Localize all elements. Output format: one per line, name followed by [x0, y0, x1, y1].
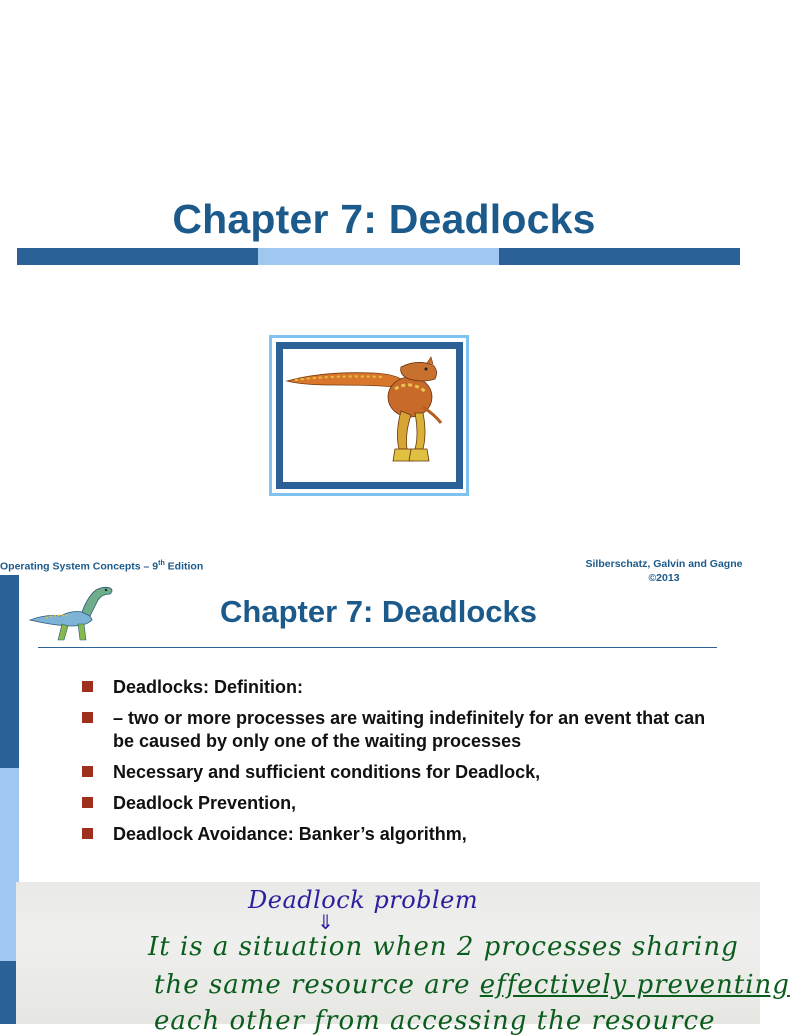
note-line-1: It is a situation when 2 processes sharing — [148, 932, 739, 962]
bullet-square-icon — [82, 828, 93, 839]
title-bar-left — [17, 248, 258, 265]
dinosaur-illustration-icon — [283, 349, 456, 482]
bullet-item: – two or more processes are waiting indefinitely for an event that can be caused by only one of the waiting processes — [82, 707, 722, 753]
note-line-3: each other from accessing the resource — [154, 1006, 716, 1036]
bullet-square-icon — [82, 712, 93, 723]
bullet-item: Deadlocks: Definition: — [82, 676, 722, 699]
note-line-2: the same resource are effectively preventing — [154, 970, 790, 1000]
footer-copyright: ©2013 — [648, 572, 680, 584]
slide2-side-strip-top — [0, 575, 19, 768]
title-bar-middle — [258, 248, 499, 265]
dinosaur-image — [276, 342, 463, 489]
footer-authors: Silberschatz, Galvin and Gagne — [585, 558, 743, 570]
slide2-bullet-list — [82, 676, 722, 854]
slide2-title: Chapter 7: Deadlocks — [220, 594, 537, 629]
slide1-footer-right — [569, 557, 759, 584]
bullet-item: Deadlock Prevention, — [82, 792, 722, 815]
bullet-square-icon — [82, 797, 93, 808]
note-heading: Deadlock problem — [248, 886, 479, 914]
slide1-title: Chapter 7: Deadlocks — [172, 196, 596, 242]
dinosaur-logo-icon — [26, 580, 118, 649]
bullet-square-icon — [82, 766, 93, 777]
bullet-square-icon — [82, 681, 93, 692]
title-bar-right — [499, 248, 740, 265]
down-arrow-icon: ⇓ — [317, 910, 334, 934]
bullet-item: Necessary and sufficient conditions for Deadlock, — [82, 761, 722, 784]
slide1-footer-left: Operating System Concepts – 9th Edition — [0, 560, 204, 573]
slide2-title-rule — [38, 647, 717, 648]
bullet-item: Deadlock Avoidance: Banker’s algorithm, — [82, 823, 722, 846]
handwritten-note — [16, 882, 790, 1036]
